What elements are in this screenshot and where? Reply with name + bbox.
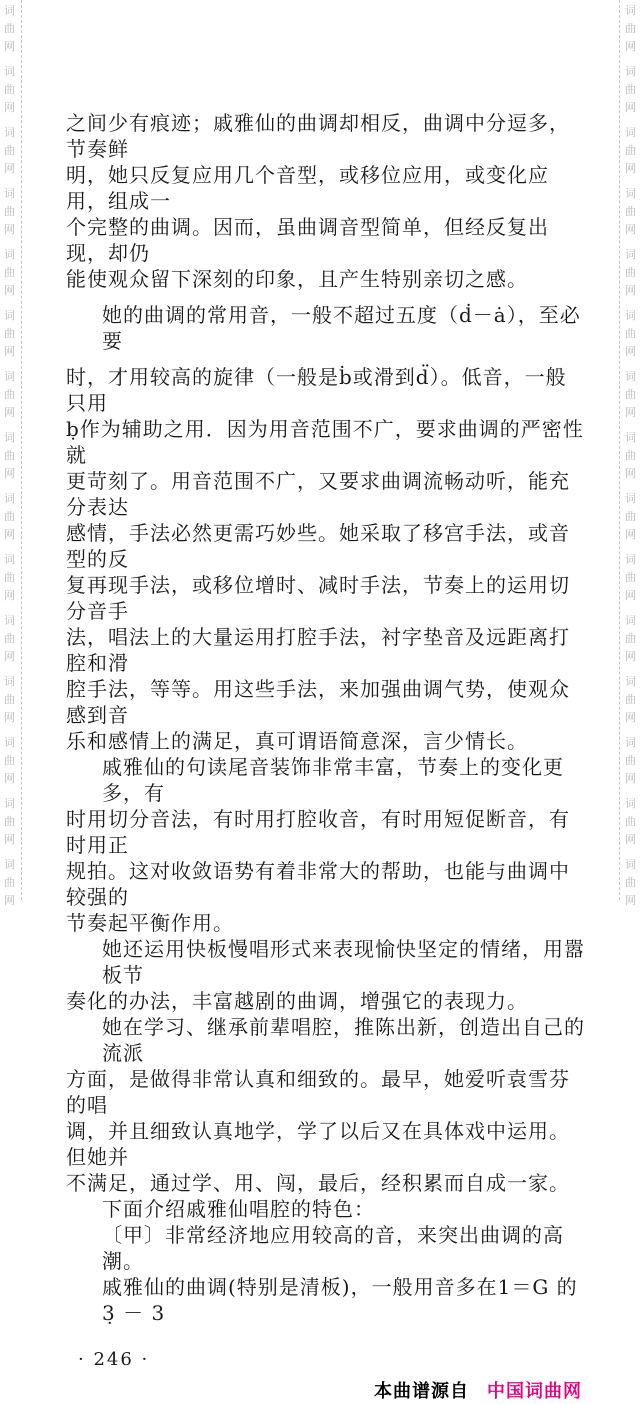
watermark-char: 词 — [4, 309, 15, 322]
text-line: 法，唱法上的大量运用打腔手法，衬字垫音及远距离打腔和滑 — [66, 625, 570, 675]
watermark-char: 网 — [4, 406, 15, 419]
watermark-char: 曲 — [625, 510, 636, 523]
watermark-char: 网 — [625, 40, 636, 53]
watermark-char: 网 — [4, 589, 15, 602]
watermark-char: 词 — [625, 736, 636, 749]
watermark-char: 曲 — [4, 266, 15, 279]
watermark-char: 曲 — [625, 632, 636, 645]
watermark-char: 曲 — [625, 449, 636, 462]
watermark-char: 网 — [4, 833, 15, 846]
watermark-char: 曲 — [4, 327, 15, 340]
watermark-char: 曲 — [4, 632, 15, 645]
watermark-char: 网 — [625, 833, 636, 846]
text-line: 不满足，通过学、用、闯，最后，经积累而自成一家。 — [66, 1171, 570, 1195]
watermark-char: 曲 — [625, 571, 636, 584]
watermark-char: 网 — [625, 101, 636, 114]
watermark-char: 网 — [4, 894, 15, 907]
watermark-char: 网 — [4, 40, 15, 53]
text-line: 复再现手法，或移位增时、减时手法，节奏上的运用切分音手 — [66, 573, 570, 623]
watermark-char: 词 — [625, 4, 636, 17]
watermark-char: 词 — [625, 248, 636, 261]
watermark-char: 网 — [4, 650, 15, 663]
watermark-char: 词 — [625, 553, 636, 566]
watermark-char: 网 — [625, 528, 636, 541]
text-line: 戚雅仙的句读尾音装饰非常丰富，节奏上的变化更多，有 — [102, 755, 564, 805]
watermark-char: 词 — [4, 126, 15, 139]
watermark-char: 曲 — [4, 876, 15, 889]
watermark-char: 词 — [4, 797, 15, 810]
margin-dashed-line-left — [21, 0, 22, 900]
text-line: 〔甲〕非常经济地应用较高的音，来突出曲调的高潮。 — [102, 1223, 564, 1273]
watermark-char: 网 — [4, 162, 15, 175]
footer-site-name: 中国词曲网 — [487, 1381, 582, 1402]
footer — [66, 1380, 586, 1404]
watermark-char: 词 — [625, 492, 636, 505]
watermark-char: 词 — [625, 126, 636, 139]
watermark-char: 词 — [625, 858, 636, 871]
watermark-char: 曲 — [4, 205, 15, 218]
watermark-column-left — [4, 0, 18, 907]
watermark-char: 曲 — [625, 205, 636, 218]
watermark-char: 网 — [4, 772, 15, 785]
text-line: 她的曲调的常用音，一般不超过五度（ḋ－ȧ），至必要 — [102, 303, 581, 353]
watermark-char: 曲 — [4, 693, 15, 706]
watermark-char: 网 — [625, 284, 636, 297]
watermark-char: 词 — [4, 675, 15, 688]
text-line: 感情，手法必然更需巧妙些。她采取了移宫手法，或音型的反 — [66, 521, 570, 571]
watermark-char: 词 — [625, 65, 636, 78]
text-line: 乐和感情上的满足，真可谓语简意深，言少情长。 — [66, 729, 528, 753]
watermark-char: 网 — [625, 467, 636, 480]
watermark-char: 词 — [4, 553, 15, 566]
watermark-char: 曲 — [625, 144, 636, 157]
watermark-char: 词 — [625, 309, 636, 322]
watermark-char: 网 — [625, 223, 636, 236]
watermark-char: 词 — [4, 736, 15, 749]
text-line: 奏化的办法，丰富越剧的曲调，增强它的表现力。 — [66, 989, 528, 1013]
watermark-char: 词 — [4, 187, 15, 200]
watermark-char: 网 — [4, 711, 15, 724]
watermark-column-right — [625, 0, 639, 907]
watermark-char: 网 — [625, 345, 636, 358]
text-line: 戚雅仙的曲调(特别是清板)，一般用音多在1＝G 的 3̣ － 3 — [102, 1275, 578, 1325]
text-line: 节奏起平衡作用。 — [66, 911, 234, 935]
watermark-char: 词 — [4, 614, 15, 627]
page-number: · 246 · — [78, 1349, 150, 1370]
watermark-char: 网 — [4, 101, 15, 114]
text-line: 时，才用较高的旋律（一般是ḃ或滑到d̈）。低音，一般只用 — [66, 365, 567, 415]
watermark-char: 词 — [4, 858, 15, 871]
watermark-char: 曲 — [4, 510, 15, 523]
watermark-char: 网 — [625, 711, 636, 724]
watermark-char: 曲 — [625, 876, 636, 889]
text-line: 能使观众留下深刻的印象，且产生特别亲切之感。 — [66, 267, 528, 291]
watermark-char: 网 — [4, 223, 15, 236]
watermark-char: 词 — [4, 4, 15, 17]
watermark-char: 网 — [4, 528, 15, 541]
watermark-char: 曲 — [4, 815, 15, 828]
text-line: 规拍。这对收敛语势有着非常大的帮助，也能与曲调中较强的 — [66, 859, 570, 909]
watermark-char: 网 — [625, 894, 636, 907]
footer-source-label: 本曲谱源自 — [374, 1381, 469, 1402]
watermark-char: 网 — [625, 772, 636, 785]
watermark-char: 网 — [625, 406, 636, 419]
watermark-char: 曲 — [4, 144, 15, 157]
watermark-char: 词 — [625, 370, 636, 383]
watermark-char: 网 — [4, 467, 15, 480]
page-body — [66, 0, 586, 1404]
text-line: 时用切分音法，有时用打腔收音，有时用短促断音，有时用正 — [66, 807, 570, 857]
watermark-char: 网 — [4, 345, 15, 358]
watermark-char: 曲 — [4, 449, 15, 462]
watermark-char: 词 — [625, 187, 636, 200]
watermark-char: 曲 — [625, 388, 636, 401]
text-line: 她在学习、继承前辈唱腔，推陈出新，创造出自己的流派 — [102, 1015, 585, 1065]
watermark-char: 词 — [625, 675, 636, 688]
watermark-char: 词 — [625, 797, 636, 810]
watermark-char: 曲 — [625, 266, 636, 279]
watermark-char: 网 — [625, 589, 636, 602]
watermark-char: 词 — [4, 431, 15, 444]
watermark-char: 曲 — [625, 83, 636, 96]
watermark-char: 网 — [4, 284, 15, 297]
watermark-char: 曲 — [625, 754, 636, 767]
watermark-char: 网 — [625, 162, 636, 175]
watermark-char: 曲 — [4, 571, 15, 584]
watermark-char: 曲 — [4, 83, 15, 96]
text-line: 腔手法，等等。用这些手法，来加强曲调气势，使观众感到音 — [66, 677, 570, 727]
text-line: 之间少有痕迹；戚雅仙的曲调却相反，曲调中分逗多，节奏鲜 — [66, 111, 570, 161]
text-line: 方面，是做得非常认真和细致的。最早，她爱听袁雪芬的唱 — [66, 1067, 570, 1117]
watermark-char: 词 — [4, 492, 15, 505]
text-line: 调，并且细致认真地学，学了以后又在具体戏中运用。但她并 — [66, 1119, 570, 1169]
watermark-char: 词 — [4, 370, 15, 383]
text-line: 她还运用快板慢唱形式来表现愉快坚定的情绪，用嚣板节 — [102, 937, 585, 987]
watermark-char: 曲 — [4, 22, 15, 35]
watermark-char: 曲 — [625, 327, 636, 340]
text-line: 下面介绍戚雅仙唱腔的特色： — [102, 1197, 375, 1221]
watermark-char: 词 — [625, 614, 636, 627]
text-line: 更苛刻了。用音范围不广，又要求曲调流畅动听，能充分表达 — [66, 469, 570, 519]
watermark-char: 词 — [4, 248, 15, 261]
watermark-char: 曲 — [4, 754, 15, 767]
text-line: ḅ作为辅助之用．因为用音范围不广，要求曲调的严密性就 — [66, 417, 584, 467]
watermark-char: 网 — [625, 650, 636, 663]
watermark-char: 曲 — [625, 815, 636, 828]
text-line: 个完整的曲调。因而，虽曲调音型简单，但经反复出现，却仍 — [66, 215, 549, 265]
watermark-char: 词 — [625, 431, 636, 444]
text-line: 明，她只反复应用几个音型，或移位应用，或变化应用，组成一 — [66, 163, 549, 213]
watermark-char: 词 — [4, 65, 15, 78]
watermark-char: 曲 — [625, 22, 636, 35]
watermark-char: 曲 — [625, 693, 636, 706]
margin-dashed-line-right — [619, 0, 620, 900]
watermark-char: 曲 — [4, 388, 15, 401]
